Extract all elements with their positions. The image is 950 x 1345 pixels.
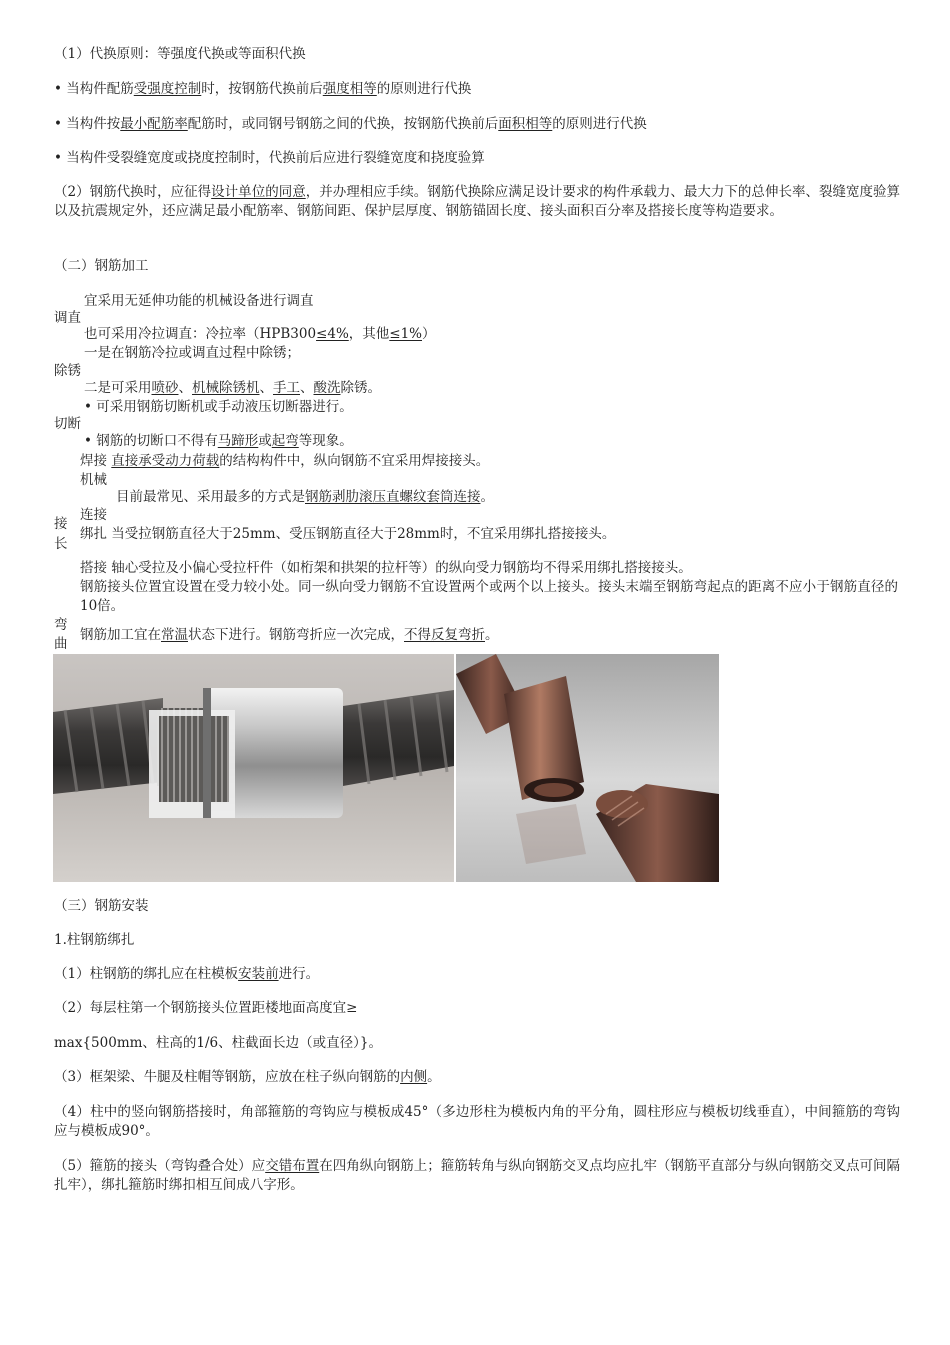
text: 。 [485,627,499,643]
derust-line-2 [84,379,381,398]
text: 轴心受拉及小偏心受拉杆件（如桁架和拱架的拉杆等）的纵向受力钢筋均不得采用绑扎搭接接头。 [111,560,692,576]
derust-line-1: 一是在钢筋冷拉或调直过程中除锈； [84,345,300,361]
item-5 [54,1157,900,1195]
bullet-crack-width: • 当构件受裂缝宽度或挠度控制时，代换前后应进行裂缝宽度和挠度验算 [54,150,485,166]
label-derust: 除锈 [54,363,81,379]
item-1 [54,965,900,984]
underlined-text: 手工 [273,380,300,396]
joint-position-text: 钢筋接头位置宜设置在受力较小处。同一纵向受力钢筋不宜设置两个或两个以上接头。接头末端至钢筋弯起点的距离不应小于钢筋直径的10倍。 [80,579,898,615]
text: 的结构构件中，纵向钢筋不宜采用焊接接头。 [219,453,490,469]
text: 目前最常见、采用最多的方式是 [116,489,305,505]
text: 、 [259,380,273,396]
paragraph-substitution-approval [54,183,900,221]
label-lap: 搭接 [80,560,107,576]
text: 配筋时，或同钢号钢筋之间的代换，按钢筋代换前后 [187,116,499,132]
underlined-text: 强度相等 [322,81,377,97]
text: • 当构件配筋 [54,81,134,97]
text: 。 [480,489,494,505]
text: （5）箍筋的接头（弯钩叠合处）应 [54,1158,266,1174]
label-bend-2: 曲 [54,636,68,652]
bend-line [80,626,499,645]
label-bend-1: 弯 [54,617,68,633]
label-straighten: 调直 [54,310,81,326]
underlined-text: 受强度控制 [133,81,202,97]
text: （1）柱钢筋的绑扎应在柱模板 [54,966,239,982]
underlined-text: 钢筋剥肋滚压直螺纹套筒连接 [305,489,481,505]
tie-line [80,525,615,544]
text: 二是可采用 [84,380,152,396]
underlined-text: 马蹄形 [217,433,259,449]
underlined-text: 机械除锈机 [192,380,260,396]
cut-line-2 [84,432,353,451]
underlined-text: 酸洗 [313,380,341,396]
underlined-text: 安装前 [238,966,279,982]
text: 时，按钢筋代换前后 [201,81,323,97]
underlined-text: 最小配筋率 [120,116,188,132]
text: • 当构件按 [54,116,121,132]
text: 除锈。 [340,380,381,396]
text: 当受拉钢筋直径大于25mm、受压钢筋直径大于28mm时，不宜采用绑扎搭接接头。 [111,526,616,542]
straighten-line-1: 宜采用无延伸功能的机械设备进行调直 [84,293,314,309]
text: 状态下进行。钢筋弯折应一次完成， [188,627,404,643]
underlined-text: ≤4% [316,326,349,342]
label-joint-2: 长 [54,536,68,552]
text: （2）钢筋代换时，应征得 [54,184,212,200]
label-cut: 切断 [54,416,81,432]
underlined-text: 面积相等 [498,116,553,132]
text: ，并办理相应手续。钢筋代换除应满足设计要求的构件承载力、最大力下的总伸长率、裂缝宽度验算以及抗震规定外，还应满足最小配筋率、钢筋间距、保护层厚度、钢筋锚固长度、接头面积百分率及搭接长度等构造要求。 [54,184,900,220]
item-4: （4）柱中的竖向钢筋搭接时，角部箍筋的弯钩应与模板成45°（多边形柱为模板内角的平分角，圆柱形应与模板切线垂直），中间箍筋的弯钩应与模板成90°。 [54,1104,900,1140]
label-weld: 焊接 [80,453,107,469]
coupler-cutaway-illustration [53,654,454,882]
label-tie: 绑扎 [80,526,107,542]
text: 或 [258,433,272,449]
mech-line [116,488,494,507]
weld-line [80,452,489,471]
label-mech-1: 机械 [80,472,107,488]
text: 等现象。 [298,433,353,449]
underlined-text: 常温 [161,627,188,643]
underlined-text: 喷砂 [151,380,179,396]
text: 进行。 [278,966,320,982]
text: （3）框架梁、牛腿及柱帽等钢筋，应放在柱子纵向钢筋的 [54,1069,401,1085]
underlined-text: 不得反复弯折 [404,627,485,643]
coupler-sleeve-illustration [456,654,719,882]
text: 、 [178,380,192,396]
text: ，其他 [348,326,390,342]
text: ） [422,326,436,342]
subheading-column-tying: 1.柱钢筋绑扎 [54,932,135,948]
underlined-text: 直接承受动力荷载 [111,453,220,469]
text: 。 [427,1069,441,1085]
text: 也可采用冷拉调直：冷拉率（HPB300 [84,326,317,342]
straighten-line-2 [84,325,436,344]
item-3 [54,1068,900,1087]
bullet-strength-control [54,80,900,99]
label-joint-1: 接 [54,516,68,532]
text: 钢筋加工宜在 [80,627,161,643]
underlined-text: 内侧 [400,1069,428,1085]
item-2-line-2: max{500mm、柱高的1/6、柱截面长边（或直径）}。 [54,1035,382,1051]
lap-line [80,559,692,578]
coupler-sleeve-photo [456,654,719,882]
section-heading-processing: （二）钢筋加工 [54,258,149,274]
coupler-cutaway-photo [53,654,454,882]
text: 、 [300,380,314,396]
underlined-text: ≤1% [389,326,423,342]
text: 的原则进行代换 [552,116,647,132]
underlined-text: 起弯 [271,433,299,449]
item-2-line-1: （2）每层柱第一个钢筋接头位置距楼地面高度宜≥ [54,1000,358,1016]
underlined-text: 交错布置 [265,1158,320,1174]
text: 在四角纵向钢筋上；箍筋转角与纵向钢筋交叉点均应扎牢（钢筋平直部分与纵向钢筋交叉点可间隔扎牢），绑扎箍筋时绑扣相互间成八字形。 [54,1158,901,1194]
label-mech-2: 连接 [80,507,107,523]
cut-line-1: • 可采用钢筋切断机或手动液压切断器进行。 [84,399,353,415]
underlined-text: 设计单位的同意 [211,184,306,200]
bullet-min-reinforcement [54,115,900,134]
section-heading-installation: （三）钢筋安装 [54,898,149,914]
text: 的原则进行代换 [376,81,472,97]
paragraph-substitution-principle: （1）代换原则：等强度代换或等面积代换 [54,46,306,62]
text: • 钢筋的切断口不得有 [84,433,218,449]
